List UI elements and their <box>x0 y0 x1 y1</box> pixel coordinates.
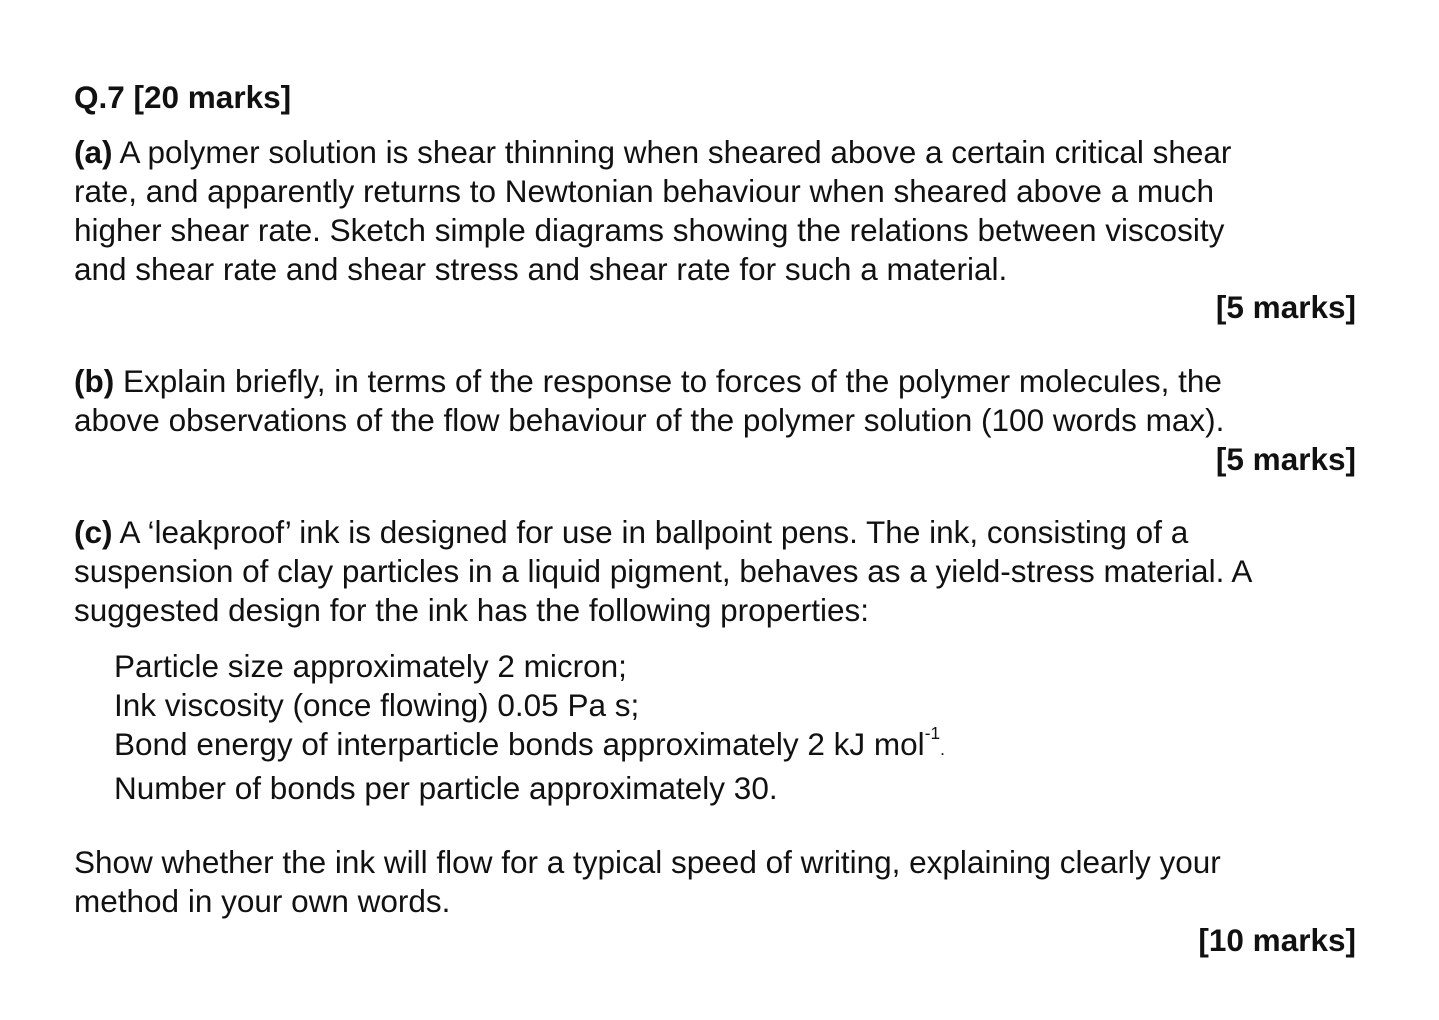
part-a-line-1 <box>74 133 1356 172</box>
part-c-line-3: suggested design for the ink has the following properties: <box>74 592 869 628</box>
part-c-closing-line-1: Show whether the ink will flow for a typical speed of writing, explaining clearly your <box>74 844 1221 880</box>
part-a-line-1-text: A polymer solution is shear thinning when sheared above a certain critical shear <box>112 134 1232 170</box>
question-heading <box>74 78 1356 117</box>
part-b-line-2: above observations of the flow behaviour of the polymer solution (100 words max). <box>74 402 1225 438</box>
part-a-marks: [5 marks] <box>1215 289 1356 325</box>
property-bond-energy-exponent: -1 <box>924 723 941 744</box>
property-bond-energy-text: Bond energy of interparticle bonds approximately 2 kJ mol <box>114 726 925 762</box>
property-bond-energy <box>114 725 1396 769</box>
part-b-line-1 <box>74 362 1356 401</box>
part-c-line-1 <box>74 513 1356 552</box>
property-bond-energy-trailing: . <box>940 739 945 759</box>
ink-properties-list <box>74 647 1396 808</box>
part-b-paragraph <box>74 362 1356 440</box>
part-c-paragraph <box>74 513 1356 630</box>
part-c-line-1-text: A ‘leakproof’ ink is designed for use in ballpoint pens. The ink, consisting of a <box>112 514 1189 550</box>
part-a-label: (a) <box>74 134 113 170</box>
part-c-closing-line-2: method in your own words. <box>74 883 451 919</box>
property-ink-viscosity: Ink viscosity (once flowing) 0.05 Pa s; <box>114 687 640 723</box>
part-a-line-4: and shear rate and shear stress and shear rate for such a material. <box>74 251 1008 287</box>
part-c-marks: [10 marks] <box>1198 922 1356 958</box>
part-a-paragraph <box>74 133 1356 289</box>
part-c-line-2: suspension of clay particles in a liquid pigment, behaves as a yield-stress material. A <box>74 553 1253 589</box>
question-heading-text: Q.7 [20 marks] <box>74 79 292 115</box>
part-b-label: (b) <box>74 363 115 399</box>
part-b-marks: [5 marks] <box>1215 441 1356 477</box>
property-bond-count: Number of bonds per particle approximately 30. <box>114 770 778 806</box>
part-a-line-3: higher shear rate. Sketch simple diagrams showing the relations between viscosity <box>74 212 1225 248</box>
part-c-label: (c) <box>74 514 113 550</box>
property-particle-size: Particle size approximately 2 micron; <box>114 648 627 684</box>
part-c-closing-paragraph <box>74 843 1356 921</box>
part-a-line-2: rate, and apparently returns to Newtonian behaviour when sheared above a much <box>74 173 1214 209</box>
part-b-line-1-text: Explain briefly, in terms of the response to forces of the polymer molecules, the <box>114 363 1222 399</box>
